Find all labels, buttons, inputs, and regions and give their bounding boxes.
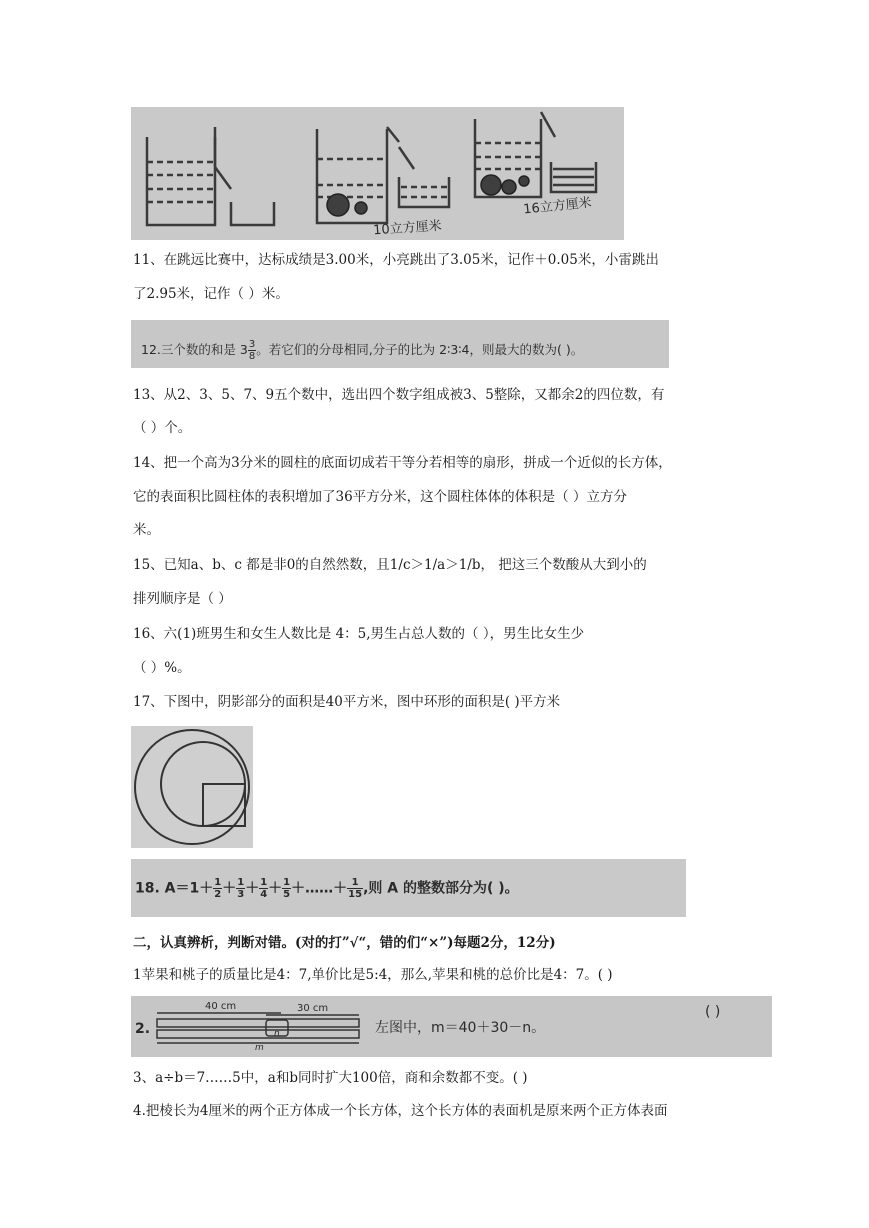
q18-term-3	[259, 877, 268, 900]
bar-top	[157, 1019, 359, 1027]
q10-figure-photo	[131, 107, 624, 240]
q18-term-2-den: 3	[237, 889, 245, 900]
q12-fraction	[248, 339, 256, 362]
q14-line1: 14、把一个高为3分米的圆柱的底面切成若干等分若相等的扇形，拼成一个近似的长方体，	[133, 455, 672, 471]
j2-label-40: 40 cm	[205, 1001, 237, 1012]
ball-mid-3	[502, 180, 516, 194]
label-16-cubic-cm: 16立方厘米	[522, 195, 593, 218]
j2-label-30: 30 cm	[297, 1003, 329, 1014]
q11-line2: 了2.95米，记作（ ）米。	[133, 286, 289, 302]
ball-large-2	[327, 194, 349, 216]
q12-photo	[131, 320, 669, 368]
q14-line2: 它的表面积比圆柱体的表积增加了36平方分米，这个圆柱体体的体积是（ ）立方分	[133, 489, 627, 505]
q18-ellipsis: ＋……＋	[291, 880, 348, 897]
q18-plus-3: ＋	[268, 880, 283, 897]
q18-term-4-den: 5	[283, 889, 291, 900]
j2-statement: 左图中，m＝40＋30－n。	[375, 1020, 546, 1036]
q18-term-3-den: 4	[260, 889, 268, 900]
q14-line3: 米。	[133, 522, 160, 538]
q18-term-1	[213, 877, 222, 900]
q18-term-2-num: 1	[237, 877, 245, 888]
j1-line1: 1苹果和桃子的质量比是4：7,单价比是5:4，那么,苹果和桃的总价比是4：7。( )	[133, 967, 613, 983]
q18-term-2	[236, 877, 245, 900]
q18-term-4-num: 1	[283, 877, 291, 888]
ball-small-3	[519, 176, 529, 186]
ball-small-2	[355, 202, 367, 214]
q18-plus-2: ＋	[245, 880, 260, 897]
q16-line1: 16、六(1)班男生和女生人数比是 4：5,男生占总人数的（ ），男生比女生少	[133, 626, 585, 642]
q12-prefix: 12.三个数的和是 3	[141, 342, 248, 357]
q12-frac-den: 8	[248, 351, 256, 362]
q18-term-4	[282, 877, 291, 900]
bar-bottom	[157, 1030, 359, 1038]
q18-term-1-num: 1	[214, 877, 222, 888]
q18-last-den: 15	[348, 889, 363, 900]
j4-line1: 4.把棱长为4厘米的两个正方体成一个长方体，这个长方体的表面机是原来两个正方体表面	[133, 1103, 668, 1119]
q18-formula	[135, 877, 519, 900]
q18-suffix: ,则 A 的整数部分为( )。	[363, 880, 519, 897]
q17-line1: 17、下图中，阴影部分的面积是40平方米，图中环形的面积是( )平方米	[133, 694, 561, 710]
j2-label-n: n	[274, 1029, 280, 1039]
q12-text	[141, 339, 583, 362]
q12-suffix: 。若它们的分母相同,分子的比为 2∶3∶4，则最大的数为( )。	[256, 342, 584, 357]
ring-drawing	[131, 726, 253, 848]
j2-number: 2.	[135, 1021, 151, 1037]
q15-line1: 15、已知a、b、c 都是非0的自然然数，且1/c＞1/a＞1/b， 把这三个数酸从大到小的	[133, 557, 647, 573]
j3-line1: 3、a÷b＝7……5中，a和b同时扩大100倍，商和余数都不变。( )	[133, 1070, 528, 1086]
q16-line2: （ ）%。	[133, 660, 191, 676]
j2-paren: ( )	[705, 1004, 721, 1020]
j2-label-m: m	[255, 1043, 264, 1053]
j2-photo	[131, 996, 772, 1057]
q18-photo	[131, 859, 686, 917]
q13-line2: （ ）个。	[133, 420, 192, 436]
ball-large-3	[481, 175, 501, 195]
q15-line2: 排列顺序是（ ）	[133, 591, 232, 607]
section2-heading: 二，认真辨析，判断对错。(对的打”√“，错的们“×”)每题2分，12分)	[133, 935, 556, 951]
q12-frac-num: 3	[248, 339, 256, 350]
q18-term-1-den: 2	[214, 889, 222, 900]
q11-line1: 11、在跳远比赛中，达标成绩是3.00米，小亮跳出了3.05米，记作＋0.05米，小雷跳出	[133, 252, 659, 268]
q18-prefix: 18. A＝1＋	[135, 880, 214, 897]
q18-last-term	[347, 877, 363, 900]
label-10-cubic-cm: 10立方厘米	[372, 218, 443, 239]
q13-line1: 13、从2、3、5、7、9五个数中，选出四个数字组成被3、5整除，又都余2的四位数，有	[133, 387, 665, 403]
q18-term-3-num: 1	[260, 877, 268, 888]
q17-ring-figure	[131, 726, 253, 848]
q18-plus-1: ＋	[222, 880, 237, 897]
q18-last-num: 1	[347, 877, 363, 889]
